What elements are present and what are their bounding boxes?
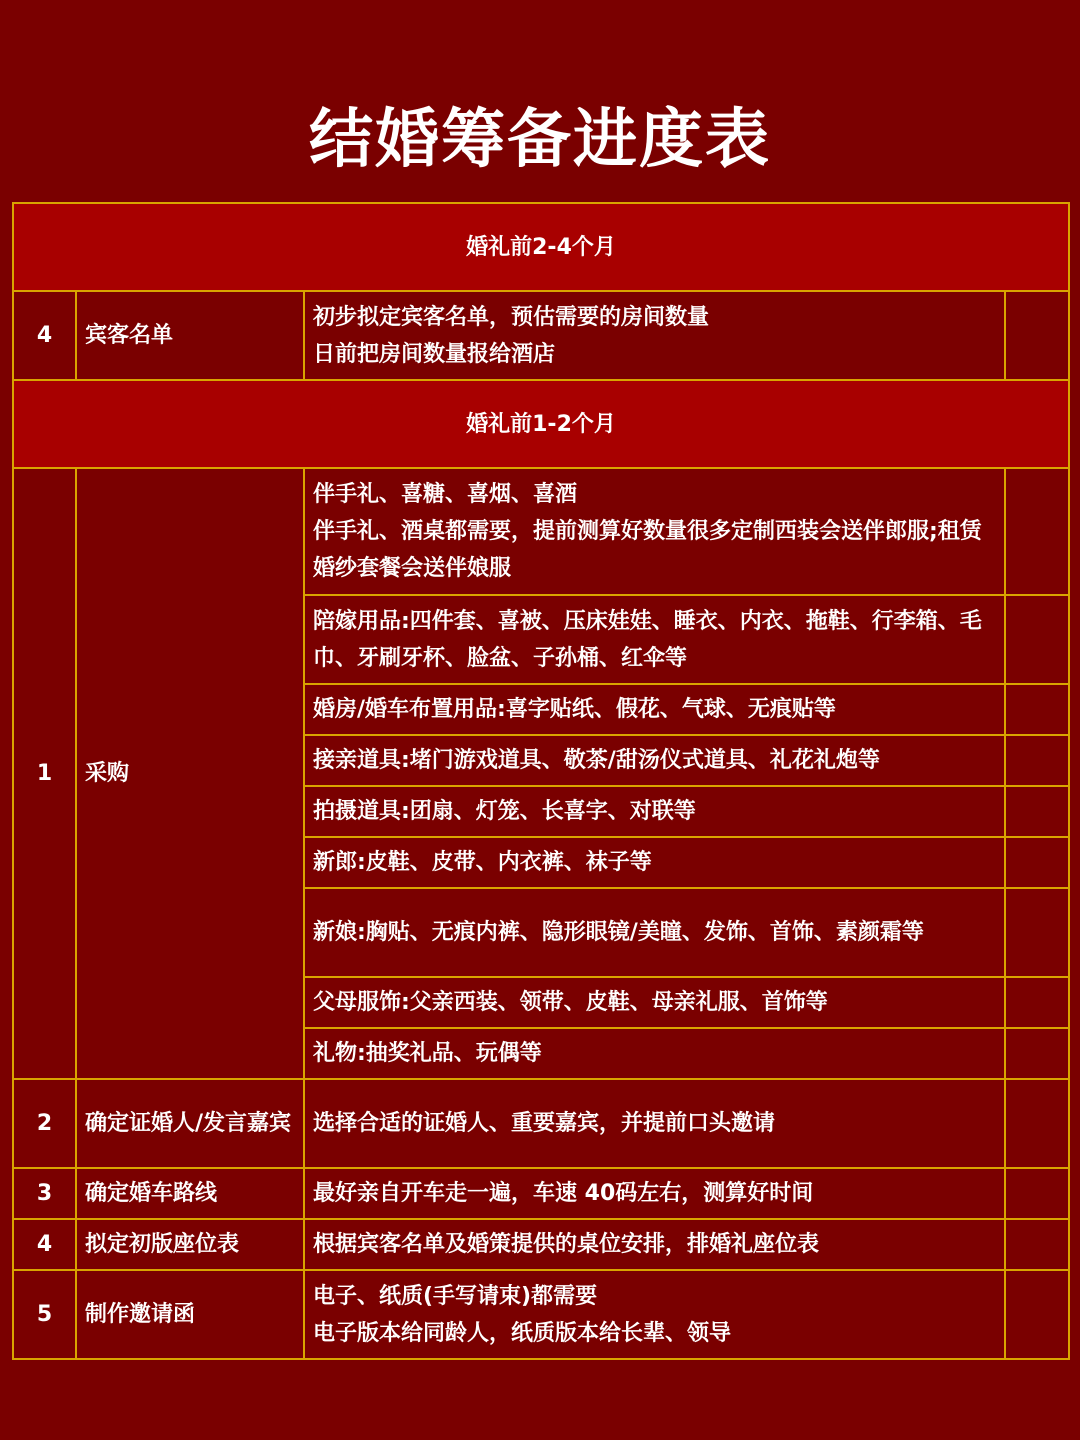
table-row bbox=[13, 1168, 1069, 1219]
detail-line: 电子、纸质(手写请束)都需要 bbox=[313, 1283, 598, 1309]
task-name: 确定婚车路线 bbox=[76, 1168, 304, 1219]
note-cell bbox=[1005, 684, 1069, 735]
section-header-row bbox=[13, 380, 1069, 468]
task-detail: 陪嫁用品:四件套、喜被、压床娃娃、睡衣、内衣、拖鞋、行李箱、毛巾、牙刷牙杯、脸盆、子孙桶、红伞等 bbox=[304, 595, 1005, 684]
note-cell bbox=[1005, 468, 1069, 595]
task-name: 制作邀请函 bbox=[76, 1270, 304, 1359]
note-cell bbox=[1005, 1079, 1069, 1168]
section-header: 婚礼前2-4个月 bbox=[13, 203, 1069, 291]
table-row bbox=[13, 1219, 1069, 1270]
detail-line: 日前把房间数量报给酒店 bbox=[313, 341, 556, 367]
task-detail bbox=[304, 1270, 1005, 1359]
row-number: 1 bbox=[13, 468, 76, 1079]
row-number: 4 bbox=[13, 291, 76, 380]
task-name: 确定证婚人/发言嘉宾 bbox=[76, 1079, 304, 1168]
note-cell bbox=[1005, 888, 1069, 977]
task-detail: 礼物:抽奖礼品、玩偶等 bbox=[304, 1028, 1005, 1079]
row-number: 2 bbox=[13, 1079, 76, 1168]
detail-line: 伴手礼、酒桌都需要，提前测算好数量很多定制西装会送伴郎服;租赁婚纱套餐会送伴娘服 bbox=[313, 519, 982, 581]
task-name: 宾客名单 bbox=[76, 291, 304, 380]
task-detail: 父母服饰:父亲西装、领带、皮鞋、母亲礼服、首饰等 bbox=[304, 977, 1005, 1028]
note-cell bbox=[1005, 977, 1069, 1028]
detail-line: 初步拟定宾客名单，预估需要的房间数量 bbox=[313, 304, 710, 330]
row-number: 5 bbox=[13, 1270, 76, 1359]
row-number: 4 bbox=[13, 1219, 76, 1270]
section-header-row bbox=[13, 203, 1069, 291]
task-detail: 最好亲自开车走一遍，车速 40码左右，测算好时间 bbox=[304, 1168, 1005, 1219]
section-header: 婚礼前1-2个月 bbox=[13, 380, 1069, 468]
page-title: 结婚筹备进度表 bbox=[309, 103, 771, 177]
note-cell bbox=[1005, 1219, 1069, 1270]
table-row bbox=[13, 291, 1069, 380]
detail-line: 电子版本给同龄人，纸质版本给长辈、领导 bbox=[313, 1320, 732, 1346]
schedule-table bbox=[12, 202, 1070, 1360]
table-row bbox=[13, 468, 1069, 595]
task-detail: 拍摄道具:团扇、灯笼、长喜字、对联等 bbox=[304, 786, 1005, 837]
note-cell bbox=[1005, 1270, 1069, 1359]
table-row bbox=[13, 1079, 1069, 1168]
task-detail bbox=[304, 468, 1005, 595]
task-detail: 新娘:胸贴、无痕内裤、隐形眼镜/美瞳、发饰、首饰、素颜霜等 bbox=[304, 888, 1005, 977]
task-detail: 接亲道具:堵门游戏道具、敬茶/甜汤仪式道具、礼花礼炮等 bbox=[304, 735, 1005, 786]
row-number: 3 bbox=[13, 1168, 76, 1219]
note-cell bbox=[1005, 735, 1069, 786]
task-name: 采购 bbox=[76, 468, 304, 1079]
note-cell bbox=[1005, 837, 1069, 888]
task-detail bbox=[304, 291, 1005, 380]
detail-line: 伴手礼、喜糖、喜烟、喜酒 bbox=[313, 482, 578, 507]
task-detail: 根据宾客名单及婚策提供的桌位安排，排婚礼座位表 bbox=[304, 1219, 1005, 1270]
note-cell bbox=[1005, 291, 1069, 380]
table-row bbox=[13, 1270, 1069, 1359]
task-detail: 选择合适的证婚人、重要嘉宾，并提前口头邀请 bbox=[304, 1079, 1005, 1168]
note-cell bbox=[1005, 1168, 1069, 1219]
note-cell bbox=[1005, 786, 1069, 837]
task-detail: 婚房/婚车布置用品:喜字贴纸、假花、气球、无痕贴等 bbox=[304, 684, 1005, 735]
task-detail: 新郎:皮鞋、皮带、内衣裤、袜子等 bbox=[304, 837, 1005, 888]
task-name: 拟定初版座位表 bbox=[76, 1219, 304, 1270]
note-cell bbox=[1005, 595, 1069, 684]
note-cell bbox=[1005, 1028, 1069, 1079]
